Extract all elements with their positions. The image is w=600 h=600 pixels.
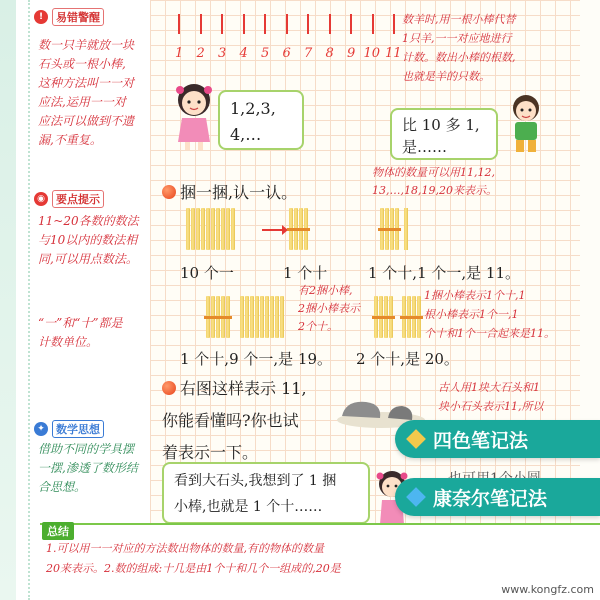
stick (186, 208, 190, 250)
one-ten-caption: 1 个十 (283, 264, 328, 282)
bundle-band (400, 316, 423, 319)
banner-cornell[interactable]: 康奈尔笔记法 (395, 478, 600, 516)
math-idea-heading: ✦ 数学思想 (34, 420, 104, 438)
tally-mark (221, 14, 223, 34)
tally-number: 1 (175, 46, 184, 61)
tally-number: 10 (363, 46, 381, 61)
section-bullet-icon (162, 381, 176, 395)
stick (275, 296, 279, 338)
stick (280, 296, 284, 338)
summary-line-1: 1.可以用一一对应的方法数出物体的数量,有的物体的数量 (46, 542, 324, 555)
warning-icon: ! (34, 10, 48, 24)
tally-mark (350, 14, 352, 34)
girl-character-icon (170, 80, 218, 150)
right-arrow-icon (262, 224, 288, 236)
bundle-band (372, 316, 395, 319)
single-stick (404, 208, 408, 250)
bundle-plus-one (380, 208, 399, 250)
counting-unit-note: “一”和“十”都是 计数单位。 (38, 316, 123, 349)
bundle-band (287, 228, 310, 231)
ten-ones-caption: 10 个一 (180, 264, 234, 282)
tally-number: 2 (196, 46, 205, 61)
one-ten-bundle (289, 208, 308, 250)
stone-line-2: 你能看懂吗?你也试 (162, 411, 299, 430)
boy-speech-bubble: 比 10 多 1, 是…… (390, 108, 498, 160)
tally-mark (329, 14, 331, 34)
stick (240, 296, 244, 338)
stone-line-3: 着表示一下。 (162, 443, 259, 462)
banner-four-color[interactable]: 四色笔记法 (395, 420, 600, 458)
key-tip-heading: ◉ 要点提示 (34, 190, 104, 208)
bundle-band (378, 228, 401, 231)
girl-speech-bubble: 1,2,3, 4,… (218, 90, 304, 150)
tally-number: 3 (218, 46, 227, 61)
stick (245, 296, 249, 338)
object-quantity-note: 物体的数量可以用11,12, 13,…,18,19,20来表示。 (372, 166, 497, 197)
margin-strip (0, 0, 16, 600)
diamond-icon (406, 487, 426, 507)
stick (255, 296, 259, 338)
stick (211, 208, 215, 250)
twenty-caption: 2 个十,是 20。 (356, 350, 459, 368)
stick (221, 208, 225, 250)
tally-number: 11 (385, 46, 402, 61)
twenty-bundle-a (374, 296, 393, 338)
lightbulb-icon: ✦ (34, 422, 48, 436)
ten-loose-sticks (186, 208, 235, 250)
eleven-caption: 1 个十,1 个一,是 11。 (368, 264, 521, 282)
tally-mark (307, 14, 309, 34)
tally-number: 8 (325, 46, 334, 61)
stick (191, 208, 195, 250)
nineteen-caption: 1 个十,9 个一,是 19。 (180, 350, 333, 368)
stick (260, 296, 264, 338)
bundle-heading: 捆一捆,认一认。 (162, 180, 297, 203)
section-bullet-icon (162, 185, 176, 199)
key-tip-text: 11~20各数的数法 与10以内的数法相 同,可以用点数法。 (38, 214, 139, 266)
stick (226, 208, 230, 250)
stick (196, 208, 200, 250)
tally-number: 6 (282, 46, 291, 61)
twenty-bundle-b (402, 296, 421, 338)
tally-mark (243, 14, 245, 34)
tally-mark (393, 14, 395, 34)
stick (270, 296, 274, 338)
tally-mark (178, 14, 180, 34)
summary-line-2: 20来表示。2.数的组成:十几是由1个十和几个一组成的,20是 (46, 562, 341, 575)
watermark: www.kongfz.com (501, 583, 594, 596)
summary-tag: 总结 (42, 522, 74, 540)
tally-mark (286, 14, 288, 34)
tally-number: 5 (261, 46, 270, 61)
error-alert-heading: ! 易错警醒 (34, 8, 104, 26)
stick (231, 208, 235, 250)
tally-mark (200, 14, 202, 34)
tally-marks (172, 14, 412, 36)
tally-mark (264, 14, 266, 34)
stick (250, 296, 254, 338)
stick (206, 208, 210, 250)
two-bundles-note: 有2捆小棒, 2捆小棒表示 2个十。 (298, 284, 360, 333)
tally-explanation-note: 数羊时,用一根小棒代替 1只羊,一一对应地进行 计数。数出小棒的根数, 也就是羊的只数。 (402, 13, 516, 83)
margin-dotted-line (28, 0, 30, 600)
stone-heading: 右图这样表示 11, (162, 376, 307, 399)
error-alert-text: 数一只羊就放一块 石头或一根小棒, 这种方法叫一一对 应法,运用一一对 应法可以做到不遗 漏,不重复。 (38, 38, 135, 147)
diamond-icon (406, 429, 426, 449)
stick (201, 208, 205, 250)
stick (216, 208, 220, 250)
stone-speech-bubble: 看到大石头,我想到了 1 捆 小棒,也就是 1 个十…… (162, 462, 370, 524)
key-tip-icon: ◉ (34, 192, 48, 206)
math-idea-text: 借助不同的学具摆 一摆,渗透了数形结 合思想。 (38, 442, 138, 494)
bundle-band (204, 316, 232, 319)
tally-mark (372, 14, 374, 34)
tally-number: 7 (304, 46, 313, 61)
nineteen-bundle (206, 296, 230, 338)
stick (265, 296, 269, 338)
ancient-stones-note: 古人用1块大石头和1 块小石头表示11,所以 (438, 381, 544, 413)
boy-character-icon (505, 92, 547, 160)
eleven-explanation-note: 1捆小棒表示1个十,1 根小棒表示1个一,1 个十和1个一合起来是11。 (424, 289, 555, 340)
tally-number: 4 (239, 46, 248, 61)
tally-number: 9 (347, 46, 356, 61)
nine-loose-sticks (240, 296, 284, 338)
